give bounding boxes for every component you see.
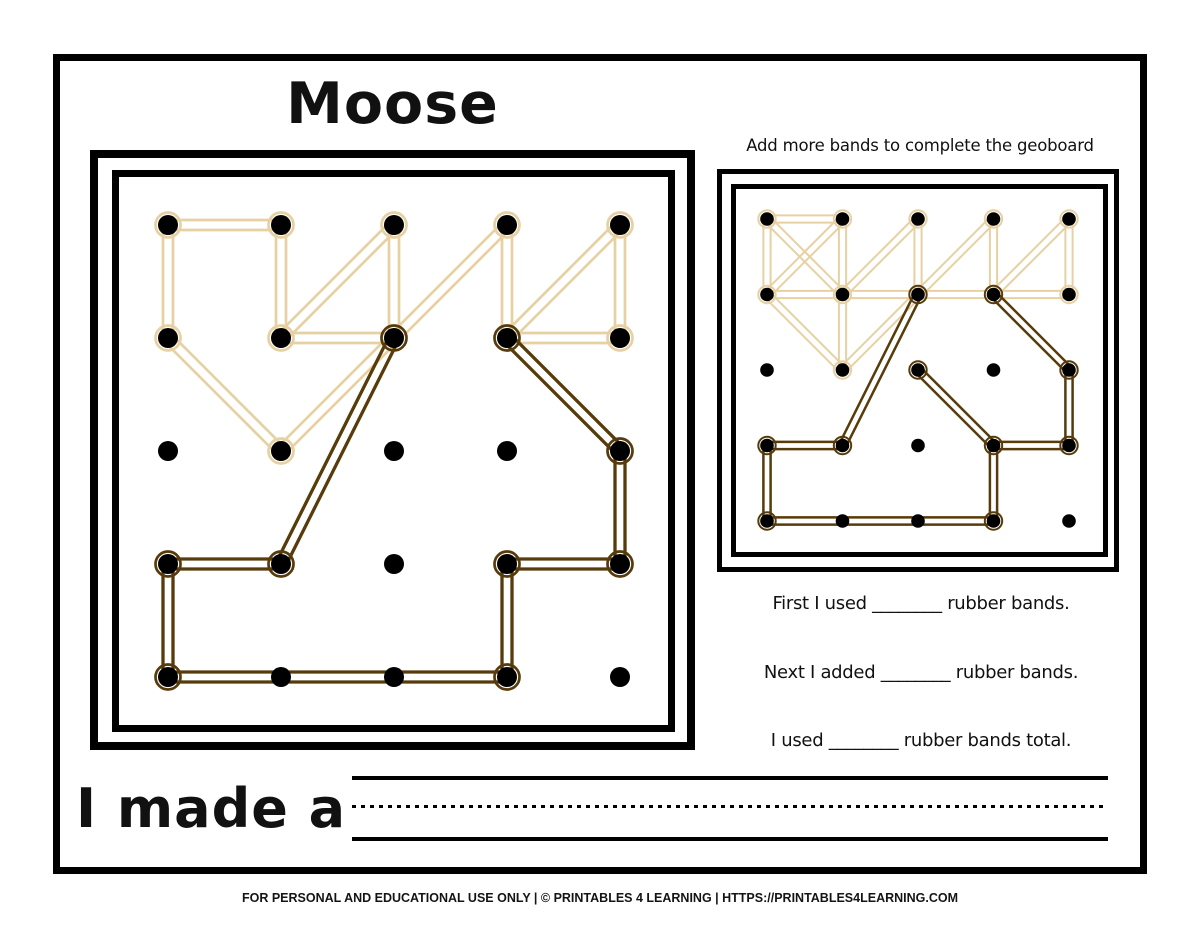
footer-text: FOR PERSONAL AND EDUCATIONAL USE ONLY | © PRINTABLES 4 LEARNING | HTTPS://PRINTABLES4LEARNING.COM	[241, 891, 959, 905]
sentence-total-bands: I used ________ rubber bands total.	[770, 730, 1072, 751]
handwriting-line-top	[352, 776, 1108, 780]
main-geoboard	[90, 150, 695, 750]
handwriting-line-bottom	[352, 837, 1108, 841]
handwriting-line-middle	[352, 805, 1108, 808]
sentence-first-bands: First I used ________ rubber bands.	[772, 593, 1070, 614]
completed-geoboard-label: Add more bands to complete the geoboard	[746, 136, 1094, 155]
completed-geoboard	[717, 169, 1119, 572]
worksheet-title: Moose	[286, 71, 499, 137]
made-a-label: I made a	[76, 777, 347, 840]
sentence-next-bands: Next I added ________ rubber bands.	[763, 662, 1079, 683]
